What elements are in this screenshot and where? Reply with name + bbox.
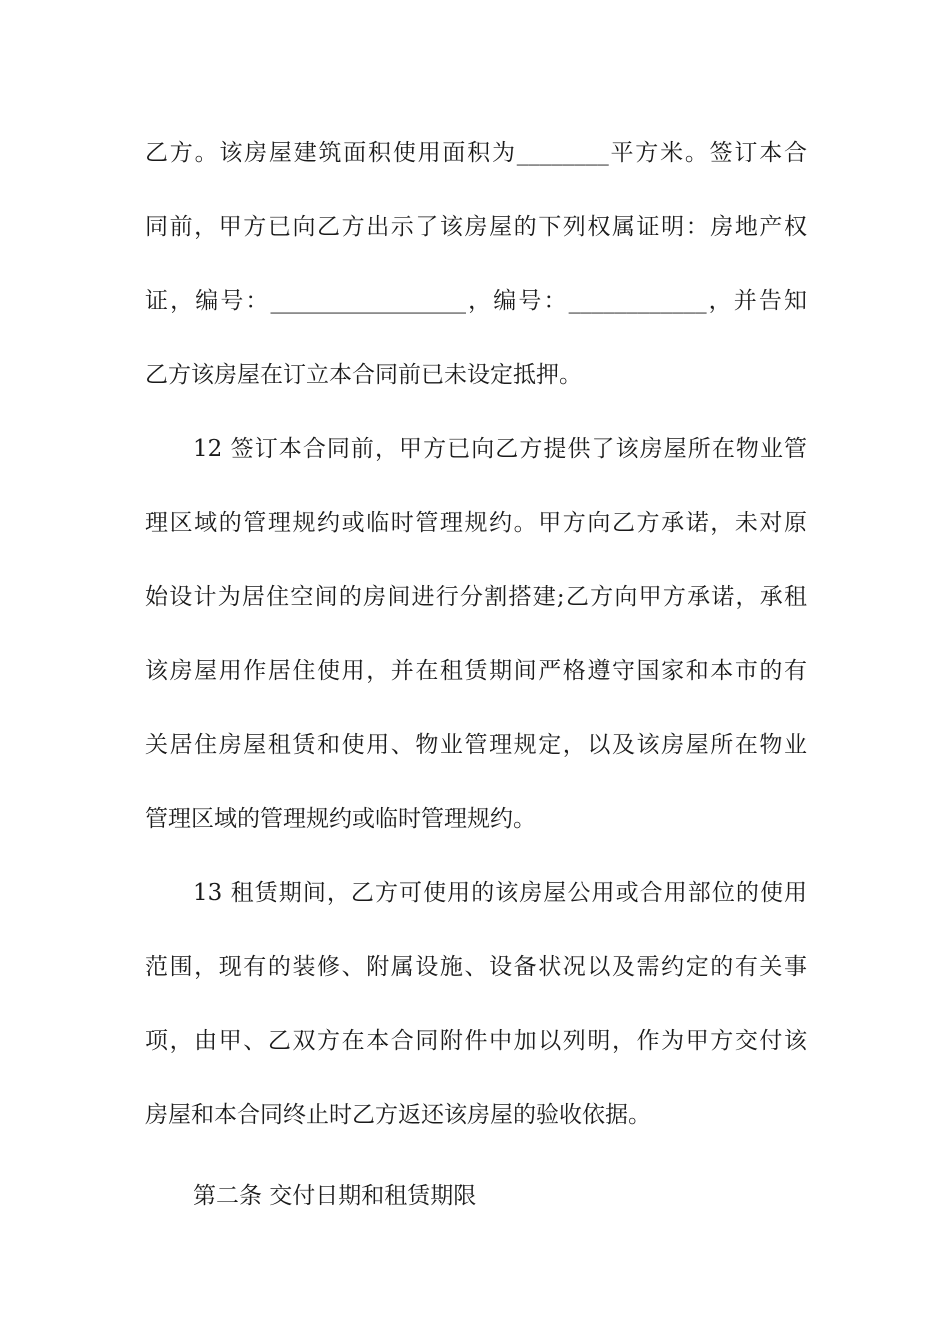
paragraph-line: 范围，现有的装修、附属设施、设备状况以及需约定的有关事 (145, 954, 807, 980)
paragraph-line: 始设计为居住空间的房间进行分割搭建;乙方向甲方承诺，承租 (145, 584, 807, 610)
paragraph-line: 管理区域的管理规约或临时管理规约。 (145, 806, 536, 832)
paragraph-line: 关居住房屋租赁和使用、物业管理规定，以及该房屋所在物业 (145, 732, 807, 758)
paragraph-line: 13 租赁期间，乙方可使用的该房屋公用或合用部位的使用 (193, 880, 807, 906)
paragraph-line: 房屋和本合同终止时乙方返还该房屋的验收依据。 (145, 1102, 651, 1128)
paragraph-line: 同前，甲方已向乙方出示了该房屋的下列权属证明：房地产权 (145, 214, 807, 240)
paragraph-line: 理区域的管理规约或临时管理规约。甲方向乙方承诺，未对原 (145, 510, 807, 536)
section-heading: 第二条 交付日期和租赁期限 (193, 1183, 477, 1209)
paragraph-line: 乙方。该房屋建筑面积使用面积为________平方米。签订本合 (145, 140, 807, 166)
paragraph-line: 项，由甲、乙双方在本合同附件中加以列明，作为甲方交付该 (145, 1028, 807, 1054)
paragraph-line: 乙方该房屋在订立本合同前已未设定抵押。 (145, 362, 582, 388)
paragraph-line: 12 签订本合同前，甲方已向乙方提供了该房屋所在物业管 (193, 436, 807, 462)
paragraph-line: 证，编号：_________________，编号：____________，并告知 (145, 288, 807, 314)
paragraph-line: 该房屋用作居住使用，并在租赁期间严格遵守国家和本市的有 (145, 658, 807, 684)
